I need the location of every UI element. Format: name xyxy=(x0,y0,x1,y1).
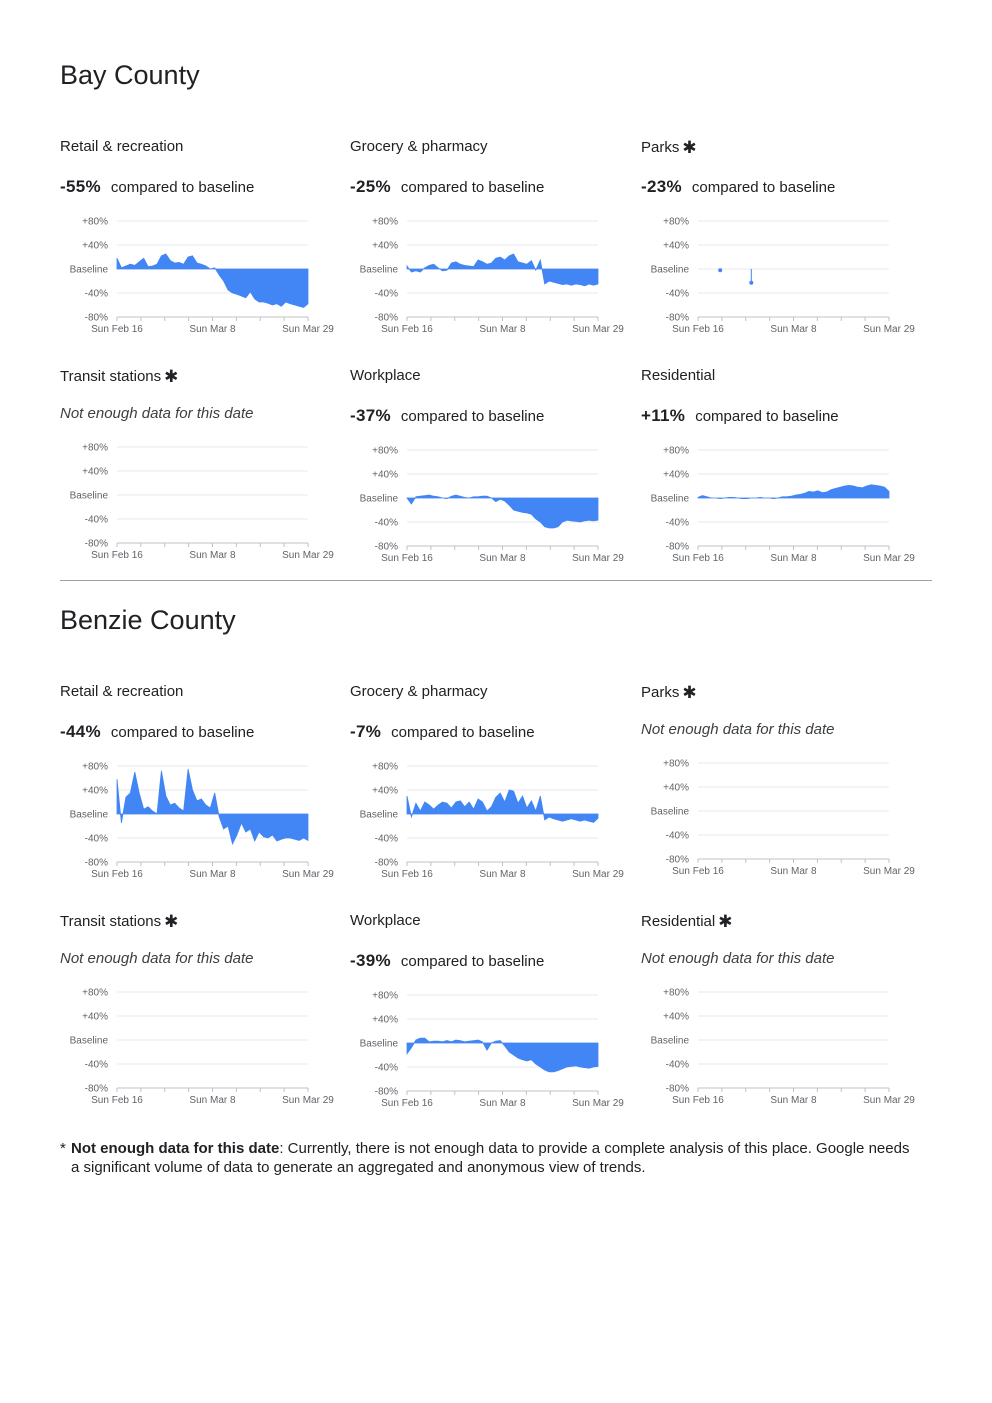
x-tick-label: Sun Feb 16 xyxy=(672,866,724,877)
mobility-chart xyxy=(641,439,921,564)
stat-suffix: compared to baseline xyxy=(695,408,839,425)
x-tick-label: Sun Mar 29 xyxy=(863,866,915,877)
panel-title xyxy=(350,367,421,384)
y-tick-label: -80% xyxy=(665,1083,689,1095)
county-title-bay: Bay County xyxy=(60,60,200,90)
y-tick-label: -40% xyxy=(374,833,398,845)
asterisk-icon: ✱ xyxy=(164,367,179,386)
y-tick-label: Baseline xyxy=(650,806,689,818)
y-tick-label: +80% xyxy=(372,445,398,457)
county-divider xyxy=(60,580,932,581)
y-tick-label: Baseline xyxy=(359,264,398,276)
y-tick-label: +40% xyxy=(82,466,108,478)
x-tick-label: Sun Mar 29 xyxy=(282,869,334,880)
panel-title xyxy=(350,683,488,700)
footnote-text: : Currently, there is not enough data to provide a complete analysis of this place. Google needs a significant volume of data to generate an aggregated and anonymous view of trends. xyxy=(71,1140,910,1176)
y-tick-label: +40% xyxy=(372,1014,398,1026)
stat-value: +11% xyxy=(641,406,686,425)
y-tick-label: -40% xyxy=(374,288,398,300)
y-tick-label: +40% xyxy=(663,240,689,252)
y-tick-label: +80% xyxy=(82,761,108,773)
no-data-message: Not enough data for this date xyxy=(641,950,835,967)
y-tick-label: +80% xyxy=(663,987,689,999)
x-tick-label: Sun Feb 16 xyxy=(672,324,724,335)
series-area xyxy=(117,769,308,844)
x-tick-label: Sun Mar 29 xyxy=(282,550,334,561)
x-tick-label: Sun Feb 16 xyxy=(381,869,433,880)
y-tick-label: -40% xyxy=(374,517,398,529)
stat-line xyxy=(60,722,254,742)
panel-title xyxy=(60,138,183,155)
y-tick-label: Baseline xyxy=(69,1035,108,1047)
y-tick-label: +80% xyxy=(82,216,108,228)
x-tick-label: Sun Mar 29 xyxy=(572,553,624,564)
panel-title-text: Workplace xyxy=(350,912,421,929)
stat-value: -44% xyxy=(60,722,101,741)
y-tick-label: +80% xyxy=(372,216,398,228)
mobility-chart xyxy=(60,755,340,880)
y-tick-label: -40% xyxy=(665,517,689,529)
mobility-chart xyxy=(350,755,630,880)
mobility-chart xyxy=(641,752,921,877)
y-tick-label: -80% xyxy=(374,857,398,869)
x-tick-label: Sun Mar 8 xyxy=(189,1095,236,1106)
y-tick-label: Baseline xyxy=(650,264,689,276)
x-tick-label: Sun Mar 8 xyxy=(479,869,526,880)
x-tick-label: Sun Feb 16 xyxy=(91,1095,143,1106)
y-tick-label: Baseline xyxy=(359,493,398,505)
x-tick-label: Sun Mar 8 xyxy=(770,1095,817,1106)
stat-line xyxy=(60,177,254,197)
y-tick-label: -40% xyxy=(84,1059,108,1071)
y-tick-label: Baseline xyxy=(650,1035,689,1047)
y-tick-label: -40% xyxy=(665,830,689,842)
y-tick-label: +40% xyxy=(663,1011,689,1023)
panel-title-text: Transit stations xyxy=(60,368,162,385)
panel-title-text: Grocery & pharmacy xyxy=(350,683,488,700)
y-tick-label: -80% xyxy=(84,312,108,324)
stat-value: -25% xyxy=(350,177,391,196)
mobility-chart xyxy=(60,436,340,561)
y-tick-label: +80% xyxy=(663,216,689,228)
y-tick-label: -40% xyxy=(665,1059,689,1071)
stat-value: -37% xyxy=(350,406,391,425)
panel-bay-residential xyxy=(641,367,921,577)
stat-line xyxy=(350,406,544,426)
stat-line xyxy=(641,406,839,426)
asterisk-icon: ✱ xyxy=(682,683,697,702)
y-tick-label: -80% xyxy=(84,538,108,550)
panel-title-text: Residential xyxy=(641,367,716,384)
stat-value: -7% xyxy=(350,722,382,741)
no-data-message: Not enough data for this date xyxy=(641,721,835,738)
x-tick-label: Sun Feb 16 xyxy=(672,553,724,564)
mobility-chart xyxy=(641,981,921,1106)
y-tick-label: +40% xyxy=(82,1011,108,1023)
x-tick-label: Sun Mar 29 xyxy=(863,1095,915,1106)
panel-title-text: Parks xyxy=(641,684,680,701)
mobility-chart xyxy=(350,439,630,564)
y-tick-label: +40% xyxy=(372,469,398,481)
y-tick-label: +80% xyxy=(663,758,689,770)
panel-title xyxy=(641,138,697,158)
panel-title-text: Retail & recreation xyxy=(60,138,184,155)
panel-title-text: Grocery & pharmacy xyxy=(350,138,488,155)
series-area xyxy=(117,254,308,307)
y-tick-label: +80% xyxy=(82,987,108,999)
x-tick-label: Sun Feb 16 xyxy=(91,324,143,335)
y-tick-label: -80% xyxy=(84,1083,108,1095)
y-tick-label: -40% xyxy=(374,1062,398,1074)
x-tick-label: Sun Mar 8 xyxy=(479,553,526,564)
panel-bay-workplace xyxy=(350,367,630,577)
panel-title-text: Parks xyxy=(641,139,680,156)
panel-bay-parks xyxy=(641,138,921,348)
y-tick-label: -80% xyxy=(665,312,689,324)
panel-title-text: Transit stations xyxy=(60,913,162,930)
panel-title xyxy=(60,912,178,932)
stat-suffix: compared to baseline xyxy=(400,953,545,970)
panel-title xyxy=(641,367,715,384)
mobility-chart xyxy=(641,210,921,335)
mobility-chart xyxy=(60,981,340,1106)
stat-value: -55% xyxy=(60,177,101,196)
stat-line xyxy=(350,722,535,742)
x-tick-label: Sun Mar 29 xyxy=(572,869,624,880)
panel-title xyxy=(641,683,697,703)
y-tick-label: -40% xyxy=(84,288,108,300)
footnote xyxy=(60,1139,920,1177)
x-tick-label: Sun Feb 16 xyxy=(381,553,433,564)
x-tick-label: Sun Feb 16 xyxy=(91,869,143,880)
y-tick-label: +40% xyxy=(372,240,398,252)
y-tick-label: +40% xyxy=(663,782,689,794)
footnote-marker: * xyxy=(60,1140,66,1157)
panel-benzie-workplace xyxy=(350,912,630,1122)
x-tick-label: Sun Mar 8 xyxy=(479,324,526,335)
panel-title xyxy=(60,367,178,387)
y-tick-label: +80% xyxy=(82,442,108,454)
series-area xyxy=(407,254,598,286)
panel-bay-retail xyxy=(60,138,340,348)
stat-value: -39% xyxy=(350,951,391,970)
asterisk-icon: ✱ xyxy=(682,138,697,157)
x-tick-label: Sun Mar 8 xyxy=(189,324,236,335)
x-tick-label: Sun Mar 8 xyxy=(189,869,236,880)
panel-bay-transit xyxy=(60,367,340,577)
data-point xyxy=(718,268,722,272)
panel-title-text: Residential xyxy=(641,913,716,930)
stat-line xyxy=(350,177,544,197)
x-tick-label: Sun Mar 8 xyxy=(770,553,817,564)
x-tick-label: Sun Mar 8 xyxy=(770,866,817,877)
stat-value: -23% xyxy=(641,177,682,196)
x-tick-label: Sun Feb 16 xyxy=(91,550,143,561)
y-tick-label: +40% xyxy=(372,785,398,797)
y-tick-label: -40% xyxy=(84,514,108,526)
mobility-chart xyxy=(60,210,340,335)
y-tick-label: -80% xyxy=(374,541,398,553)
y-tick-label: Baseline xyxy=(69,264,108,276)
y-tick-label: -80% xyxy=(665,854,689,866)
mobility-chart xyxy=(350,984,630,1109)
mobility-chart xyxy=(350,210,630,335)
y-tick-label: Baseline xyxy=(69,490,108,502)
y-tick-label: -40% xyxy=(665,288,689,300)
footnote-bold: Not enough data for this date xyxy=(71,1140,280,1157)
stat-suffix: compared to baseline xyxy=(110,179,255,196)
series-area xyxy=(407,790,598,822)
y-tick-label: -80% xyxy=(665,541,689,553)
stat-suffix: compared to baseline xyxy=(400,408,545,425)
y-tick-label: Baseline xyxy=(359,809,398,821)
x-tick-label: Sun Mar 29 xyxy=(572,324,624,335)
panel-title xyxy=(350,912,421,929)
y-tick-label: +40% xyxy=(82,785,108,797)
panel-bay-grocery xyxy=(350,138,630,348)
y-tick-label: +80% xyxy=(372,761,398,773)
panel-title xyxy=(350,138,488,155)
panel-title xyxy=(60,683,183,700)
x-tick-label: Sun Feb 16 xyxy=(672,1095,724,1106)
y-tick-label: -80% xyxy=(84,857,108,869)
series-area xyxy=(407,495,598,528)
x-tick-label: Sun Mar 8 xyxy=(770,324,817,335)
x-tick-label: Sun Mar 8 xyxy=(189,550,236,561)
asterisk-icon: ✱ xyxy=(718,912,733,931)
panel-benzie-grocery xyxy=(350,683,630,893)
stat-suffix: compared to baseline xyxy=(391,724,535,741)
panel-title-text: Workplace xyxy=(350,367,421,384)
county-title-benzie: Benzie County xyxy=(60,605,236,635)
x-tick-label: Sun Mar 29 xyxy=(572,1098,624,1109)
y-tick-label: Baseline xyxy=(69,809,108,821)
stat-line xyxy=(350,951,544,971)
panel-benzie-retail xyxy=(60,683,340,893)
data-point xyxy=(749,281,753,285)
x-tick-label: Sun Mar 29 xyxy=(282,324,334,335)
y-tick-label: -80% xyxy=(374,1086,398,1098)
no-data-message: Not enough data for this date xyxy=(60,950,254,967)
footnote-body xyxy=(71,1139,920,1177)
y-tick-label: +80% xyxy=(372,990,398,1002)
y-tick-label: +40% xyxy=(82,240,108,252)
panel-benzie-transit xyxy=(60,912,340,1122)
panel-benzie-parks xyxy=(641,683,921,893)
stat-line xyxy=(641,177,835,197)
y-tick-label: Baseline xyxy=(359,1038,398,1050)
asterisk-icon: ✱ xyxy=(164,912,179,931)
y-tick-label: +80% xyxy=(663,445,689,457)
stat-suffix: compared to baseline xyxy=(400,179,545,196)
y-tick-label: Baseline xyxy=(650,493,689,505)
x-tick-label: Sun Mar 29 xyxy=(863,324,915,335)
panel-benzie-residential xyxy=(641,912,921,1122)
panel-title xyxy=(641,912,732,932)
stat-suffix: compared to baseline xyxy=(110,724,255,741)
x-tick-label: Sun Mar 29 xyxy=(863,553,915,564)
y-tick-label: -40% xyxy=(84,833,108,845)
x-tick-label: Sun Feb 16 xyxy=(381,1098,433,1109)
panel-title-text: Retail & recreation xyxy=(60,683,184,700)
x-tick-label: Sun Mar 29 xyxy=(282,1095,334,1106)
stat-suffix: compared to baseline xyxy=(691,179,836,196)
y-tick-label: +40% xyxy=(663,469,689,481)
no-data-message: Not enough data for this date xyxy=(60,405,254,422)
x-tick-label: Sun Mar 8 xyxy=(479,1098,526,1109)
series-area xyxy=(698,485,889,499)
x-tick-label: Sun Feb 16 xyxy=(381,324,433,335)
y-tick-label: -80% xyxy=(374,312,398,324)
